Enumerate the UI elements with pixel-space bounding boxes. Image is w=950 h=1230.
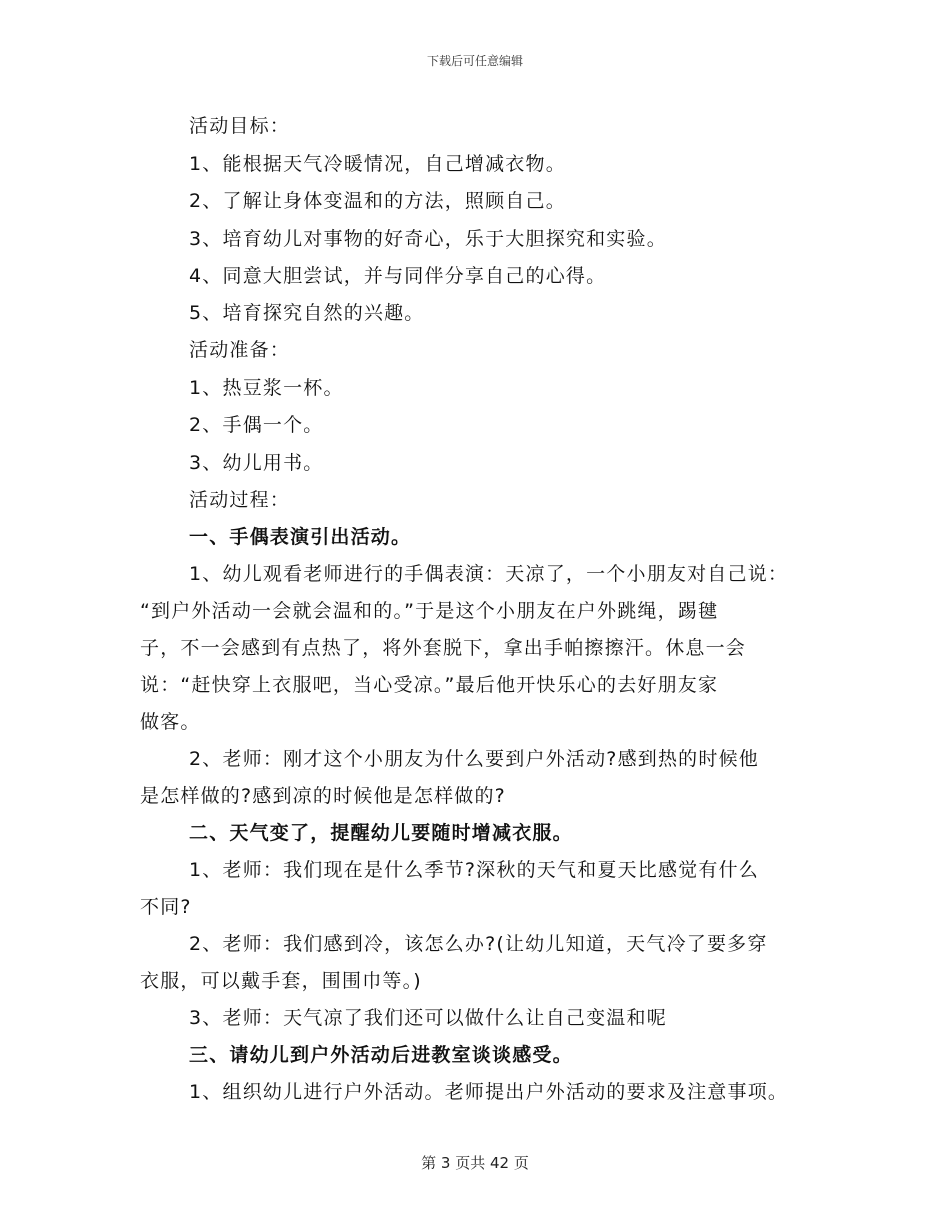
paragraph-line: 1、组织幼儿进行户外活动。老师提出户外活动的要求及注意事项。 xyxy=(189,1081,789,1103)
goal-item: 5、培育探究自然的兴趣。 xyxy=(189,302,425,324)
paragraph-line: 做客。 xyxy=(140,711,201,733)
prep-heading: 活动准备： xyxy=(189,339,291,361)
goal-item: 4、同意大胆尝试，并与同伴分享自己的心得。 xyxy=(189,265,607,287)
paragraph-line: 说：“赶快穿上衣服吧，当心受凉。”最后他开快乐心的去好朋友家 xyxy=(140,674,719,696)
paragraph-line: 2、老师：刚才这个小朋友为什么要到户外活动?感到热的时候他 xyxy=(189,748,759,770)
goal-item: 2、了解让身体变温和的方法，照顾自己。 xyxy=(189,190,566,212)
goals-heading: 活动目标： xyxy=(189,115,291,137)
process-heading: 活动过程： xyxy=(189,489,291,511)
paragraph-line: 1、幼儿观看老师进行的手偶表演：天凉了，一个小朋友对自己说： xyxy=(189,563,789,585)
paragraph-line: 2、老师：我们感到冷，该怎么办?(让幼儿知道，天气冷了要多穿 xyxy=(189,933,768,955)
prep-item: 3、幼儿用书。 xyxy=(189,452,324,474)
section-title: 二、天气变了，提醒幼儿要随时增减衣服。 xyxy=(189,822,573,844)
paragraph-line: 子，不一会感到有点热了，将外套脱下，拿出手帕擦擦汗。休息一会 xyxy=(140,637,747,659)
section-title: 三、请幼儿到户外活动后进教室谈谈感受。 xyxy=(189,1044,573,1066)
page-footer: 第 3 页共 42 页 xyxy=(421,1154,529,1172)
goal-item: 3、培育幼儿对事物的好奇心，乐于大胆探究和实验。 xyxy=(189,228,667,250)
goal-item: 1、能根据天气冷暖情况，自己增减衣物。 xyxy=(189,153,566,175)
paragraph-line: 衣服，可以戴手套，围围巾等。) xyxy=(140,970,422,992)
paragraph-line: “到户外活动一会就会温和的。”于是这个小朋友在户外跳绳，踢毽 xyxy=(140,600,719,622)
page-header: 下载后可任意编辑 xyxy=(426,54,523,68)
prep-item: 2、手偶一个。 xyxy=(189,414,324,436)
paragraph-line: 3、老师：天气凉了我们还可以做什么让自己变温和呢 xyxy=(189,1007,667,1029)
paragraph-line: 是怎样做的?感到凉的时候他是怎样做的? xyxy=(140,785,506,807)
prep-item: 1、热豆浆一杯。 xyxy=(189,377,344,399)
paragraph-line: 1、老师：我们现在是什么季节?深秋的天气和夏天比感觉有什么 xyxy=(189,859,759,881)
section-title: 一、手偶表演引出活动。 xyxy=(189,526,412,548)
paragraph-line: 不同? xyxy=(140,896,192,918)
